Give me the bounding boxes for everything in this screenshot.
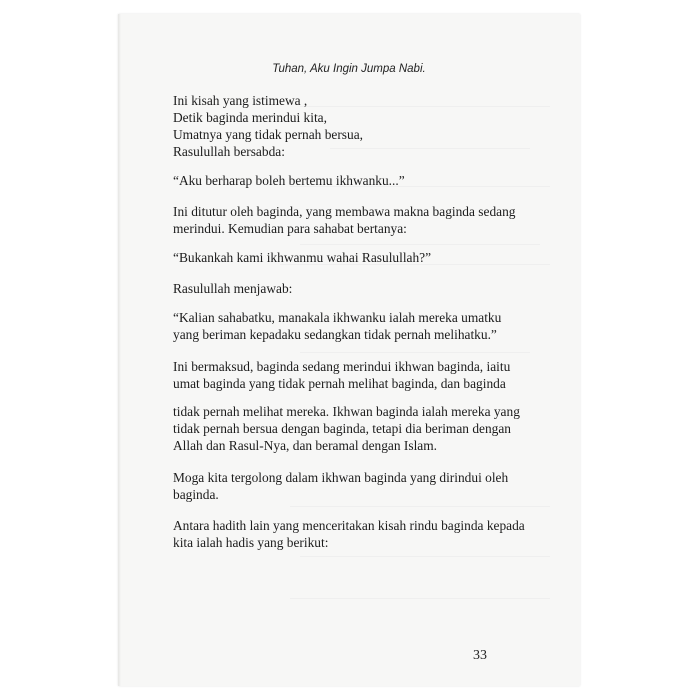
body-line: yang beriman kepadaku sedangkan tidak pernah melihatku.” [173, 327, 497, 342]
body-line: umat baginda yang tidak pernah melihat baginda, dan baginda [173, 376, 506, 391]
body-line: “Bukankah kami ikhwanmu wahai Rasulullah?” [173, 250, 432, 265]
page-title: Tuhan, Aku Ingin Jumpa Nabi. [272, 63, 426, 75]
page-edge [118, 14, 121, 686]
body-line: tidak pernah melihat mereka. Ikhwan baginda ialah mereka yang [173, 404, 520, 419]
page-number: 33 [473, 648, 487, 663]
body-line: kita ialah hadis yang berikut: [173, 535, 329, 550]
body-line: Rasulullah bersabda: [173, 144, 285, 159]
body-line: Ini kisah yang istimewa , [173, 93, 308, 108]
body-line: Rasulullah menjawab: [173, 281, 293, 296]
body-line: merindui. Kemudian para sahabat bertanya: [173, 221, 407, 236]
body-line: Antara hadith lain yang menceritakan kisah rindu baginda kepada [173, 518, 525, 533]
body-line: Detik baginda merindui kita, [173, 110, 327, 125]
body-line: tidak pernah bersua dengan baginda, tetapi dia beriman dengan [173, 421, 511, 436]
body-line: “Kalian sahabatku, manakala ikhwanku ialah mereka umatku [173, 310, 502, 325]
body-line: baginda. [173, 487, 219, 502]
body-line: “Aku berharap boleh bertemu ikhwanku...” [173, 173, 405, 188]
body-line: Allah dan Rasul-Nya, dan beramal dengan Islam. [173, 438, 438, 453]
body-line: Ini bermaksud, baginda sedang merindui ikhwan baginda, iaitu [173, 359, 511, 374]
body-line: Umatnya yang tidak pernah bersua, [173, 127, 364, 142]
body-line: Ini ditutur oleh baginda, yang membawa makna baginda sedang [173, 204, 516, 219]
body-line: Moga kita tergolong dalam ikhwan baginda yang dirindui oleh [173, 470, 509, 485]
